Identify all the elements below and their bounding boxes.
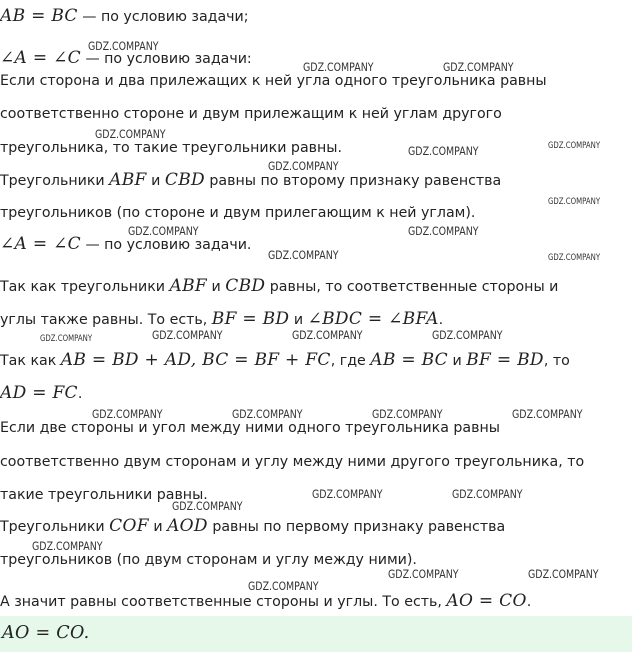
math-expression: BF = BD	[466, 350, 544, 370]
text-line-1	[0, 6, 632, 27]
watermark: GDZ.COMPANY	[312, 487, 383, 501]
text-fragment: — по условию задачи.	[80, 237, 252, 253]
text-line-12	[0, 383, 632, 404]
math-expression: ∠A = ∠C	[0, 234, 81, 254]
text-fragment: треугольника, то такие треугольники равны.	[0, 140, 342, 156]
watermark: GDZ.COMPANY	[528, 567, 599, 581]
text-fragment: и	[148, 519, 168, 535]
watermark: GDZ.COMPANY	[32, 539, 103, 553]
text-fragment: .	[438, 312, 444, 328]
math-expression: CBD	[225, 276, 266, 296]
text-fragment: соответственно стороне и двум прилежащим к ней углам другого	[0, 106, 502, 122]
text-fragment: , где	[330, 353, 371, 369]
watermark: GDZ.COMPANY	[408, 224, 479, 238]
text-fragment: Треугольники	[0, 519, 110, 535]
text-line-7	[0, 203, 632, 223]
math-expression: AB = BD + AD, BC = BF + FC	[60, 350, 331, 370]
watermark: GDZ.COMPANY	[408, 144, 479, 158]
text-fragment: и	[146, 173, 165, 189]
text-fragment: треугольников (по двум сторонам и углу между ними).	[0, 552, 417, 568]
watermark: GDZ.COMPANY	[92, 407, 163, 421]
text-line-10	[0, 309, 632, 330]
text-fragment: Если две стороны и угол между ними одного треугольника равны	[0, 420, 500, 436]
text-fragment: и	[207, 279, 226, 295]
text-line-5	[0, 138, 632, 158]
watermark: GDZ.COMPANY	[248, 579, 319, 593]
watermark: GDZ.COMPANY	[88, 39, 159, 53]
watermark: GDZ.COMPANY	[232, 407, 303, 421]
text-fragment: Если сторона и два прилежащих к ней угла одного треугольника равны	[0, 73, 547, 89]
answer-box	[0, 616, 632, 652]
watermark: GDZ.COMPANY	[548, 141, 601, 151]
text-line-3	[0, 71, 632, 91]
text-line-4	[0, 104, 632, 124]
text-fragment: .	[526, 594, 532, 610]
math-expression: AOD	[167, 516, 208, 536]
text-fragment: .	[77, 386, 83, 402]
math-expression: ∠A = ∠C	[0, 48, 81, 68]
text-fragment: — по условию задачи:	[80, 51, 252, 67]
text-line-13	[0, 418, 632, 438]
watermark: GDZ.COMPANY	[172, 499, 243, 513]
text-fragment: равны по первому признаку равенства	[207, 519, 506, 535]
math-expression: CBD	[164, 170, 205, 190]
watermark: GDZ.COMPANY	[152, 328, 223, 342]
text-fragment: треугольников (по стороне и двум прилегающим к ней углам).	[0, 205, 476, 221]
text-line-6	[0, 170, 632, 191]
math-expression: COF	[109, 516, 149, 536]
text-fragment: углы также равны. То есть,	[0, 312, 212, 328]
text-fragment: такие треугольники равны.	[0, 487, 208, 503]
text-fragment: равны, то соответственные стороны и	[265, 279, 559, 295]
text-fragment: Треугольники	[0, 173, 110, 189]
watermark: GDZ.COMPANY	[388, 567, 459, 581]
text-fragment: и	[289, 312, 308, 328]
text-fragment: А значит равны соответственные стороны и углы. То есть,	[0, 594, 447, 610]
text-fragment: — по условию задачи;	[77, 9, 249, 25]
watermark: GDZ.COMPANY	[443, 60, 514, 74]
watermark: GDZ.COMPANY	[303, 60, 374, 74]
math-expression: ABF	[109, 170, 147, 190]
watermark: GDZ.COMPANY	[372, 407, 443, 421]
watermark: GDZ.COMPANY	[268, 248, 339, 262]
watermark: GDZ.COMPANY	[512, 407, 583, 421]
math-expression: ∠BDC = ∠BFA	[307, 309, 439, 329]
text-line-18	[0, 591, 632, 612]
answer-text: AO = CO.	[2, 623, 90, 643]
watermark: GDZ.COMPANY	[292, 328, 363, 342]
text-fragment: , то	[543, 353, 570, 369]
text-line-9	[0, 276, 632, 297]
watermark: GDZ.COMPANY	[432, 328, 503, 342]
watermark: GDZ.COMPANY	[128, 224, 199, 238]
watermark: GDZ.COMPANY	[548, 197, 601, 207]
watermark: GDZ.COMPANY	[268, 159, 339, 173]
text-fragment: Так как	[0, 353, 61, 369]
watermark: GDZ.COMPANY	[40, 334, 93, 344]
watermark: GDZ.COMPANY	[95, 127, 166, 141]
text-fragment: и	[448, 353, 467, 369]
watermark: GDZ.COMPANY	[548, 253, 601, 263]
math-expression: AO = CO	[446, 591, 527, 611]
watermark: GDZ.COMPANY	[452, 487, 523, 501]
math-expression: AB = BC	[0, 6, 78, 26]
math-expression: AB = BC	[370, 350, 448, 370]
text-line-11	[0, 350, 632, 371]
math-expression: ABF	[169, 276, 208, 296]
text-line-16	[0, 516, 632, 537]
text-line-14	[0, 452, 632, 472]
math-expression: AD = FC	[0, 383, 78, 403]
text-fragment: соответственно двум сторонам и углу между ними другого треугольника, то	[0, 454, 585, 470]
math-expression: BF = BD	[211, 309, 290, 329]
text-fragment: Так как треугольники	[0, 279, 170, 295]
text-fragment: равны по второму признаку равенства	[204, 173, 502, 189]
